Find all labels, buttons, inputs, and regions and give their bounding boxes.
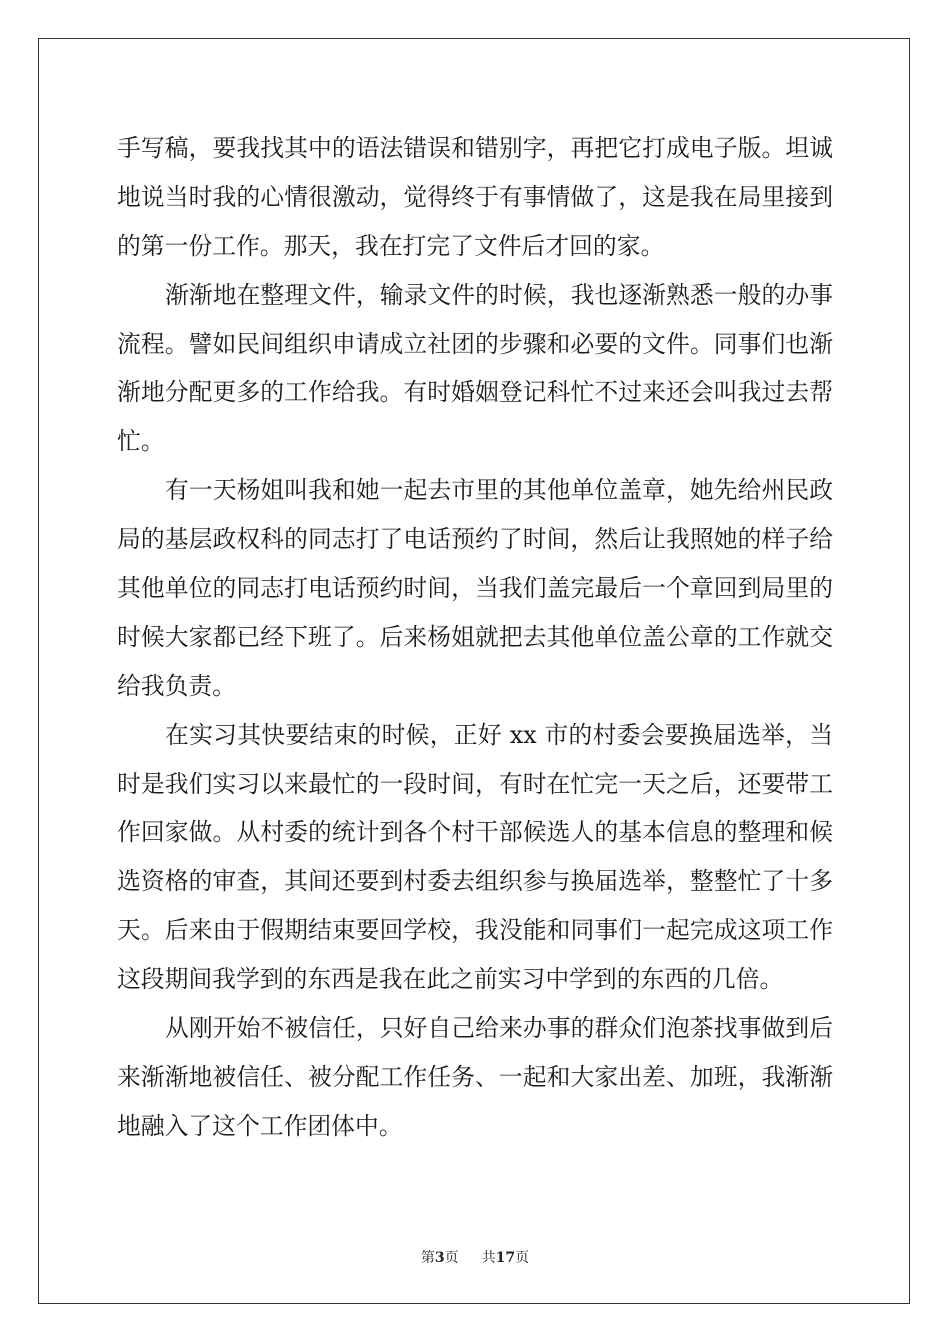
paragraph [117, 466, 833, 710]
page-total-label [482, 1250, 529, 1266]
total-prefix: 共 [481, 1250, 496, 1266]
text-line: 给我负责。 [117, 671, 236, 700]
text-line: 渐渐地在整理文件，输录文件的时候，我也逐渐熟悉一般的办事 [165, 280, 833, 309]
page-prefix: 第 [420, 1250, 435, 1266]
text-line: 作回家做。从村委的统计到各个村干部候选人的基本信息的整理和候 [117, 818, 833, 847]
paragraph [117, 124, 833, 271]
text-line: 其他单位的同志打电话预约时间，当我们盖完最后一个章回到局里的 [117, 574, 833, 603]
text-line: 有一天杨姐叫我和她一起去市里的其他单位盖章，她先给州民政 [165, 476, 833, 505]
page-current: 3 [434, 1250, 445, 1266]
total-suffix: 页 [515, 1250, 530, 1266]
text-line: 地说当时我的心情很激动，觉得终于有事情做了，这是我在局里接到 [117, 182, 833, 211]
text-line: 这段期间我学到的东西是我在此之前实习中学到的东西的几倍。 [117, 965, 784, 994]
text-line: 流程。譬如民间组织申请成立社团的步骤和必要的文件。同事们也渐 [117, 329, 833, 358]
text-line: 的第一份工作。那天，我在打完了文件后才回的家。 [117, 231, 665, 260]
page-total: 17 [495, 1250, 516, 1266]
paragraph [117, 1004, 833, 1151]
document-body [117, 124, 833, 1151]
text-line: 地融入了这个工作团体中。 [117, 1111, 403, 1140]
paragraph [117, 711, 833, 1004]
text-line: 天。后来由于假期结束要回学校，我没能和同事们一起完成这项工作 [117, 916, 833, 945]
text-line: 时候大家都已经下班了。后来杨姐就把去其他单位盖公章的工作就交 [117, 622, 833, 651]
text-line: 来渐渐地被信任、被分配工作任务、一起和大家出差、加班，我渐渐 [117, 1062, 833, 1091]
text-line: 忙。 [117, 427, 165, 456]
text-line: 手写稿，要我找其中的语法错误和错别字，再把它打成电子版。坦诚 [117, 134, 833, 162]
text-line: 选资格的审查，其间还要到村委去组织参与换届选举，整整忙了十多 [117, 867, 833, 896]
text-line: 时是我们实习以来最忙的一段时间，有时在忙完一天之后，还要带工 [117, 769, 833, 798]
text-line: 局的基层政权科的同志打了电话预约了时间，然后让我照她的样子给 [117, 525, 833, 554]
text-line: 从刚开始不被信任，只好自己给来办事的群众们泡茶找事做到后 [165, 1014, 833, 1043]
paragraph [117, 271, 833, 467]
page-number-label [421, 1250, 463, 1266]
text-line: 渐地分配更多的工作给我。有时婚姻登记科忙不过来还会叫我过去帮 [117, 378, 833, 407]
text-line: 在实习其快要结束的时候，正好 xx 市的村委会要换届选举，当 [165, 720, 833, 749]
page-footer [0, 1248, 950, 1268]
page-suffix: 页 [444, 1250, 459, 1266]
